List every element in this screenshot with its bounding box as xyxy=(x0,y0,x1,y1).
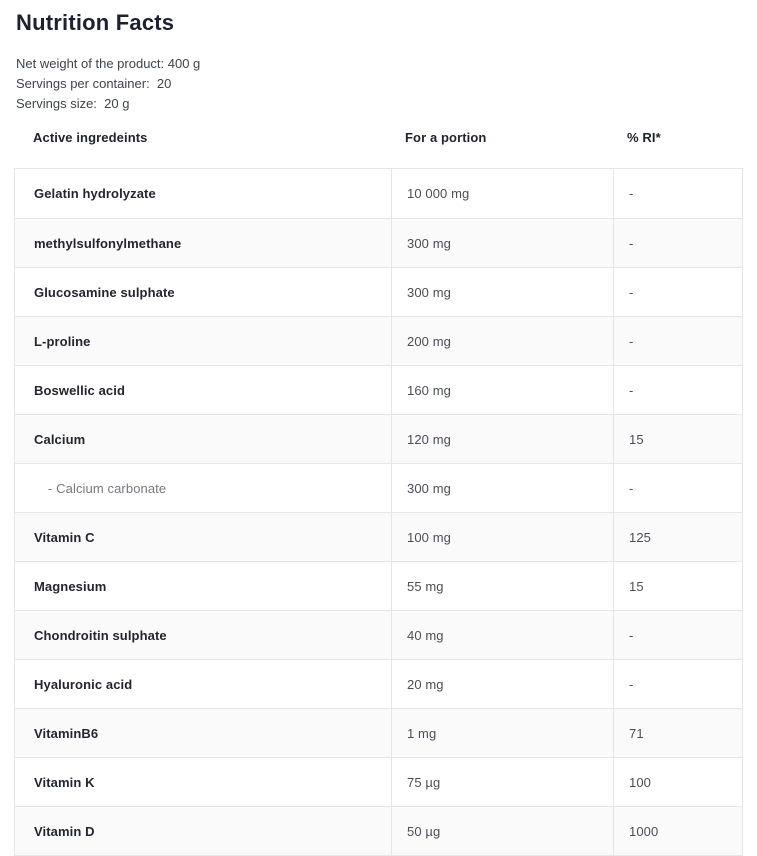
ri-value-cell: - xyxy=(613,268,742,316)
header-for-a-portion: For a portion xyxy=(405,130,487,145)
ri-value-cell: - xyxy=(613,611,742,659)
net-weight-text: Net weight of the product: 400 g xyxy=(16,56,201,71)
table-row xyxy=(15,708,742,757)
table-row xyxy=(15,169,742,218)
portion-value-cell: 75 µg xyxy=(391,758,613,806)
ingredient-name-cell: L-proline xyxy=(34,333,91,349)
ingredient-name-cell: Vitamin K xyxy=(34,774,95,790)
portion-value-cell: 160 mg xyxy=(391,366,613,414)
portion-value-cell: 50 µg xyxy=(391,807,613,855)
table-row xyxy=(15,414,742,463)
ingredient-name-cell: Chondroitin sulphate xyxy=(34,627,167,643)
portion-value-cell: 300 mg xyxy=(391,219,613,267)
portion-value-cell: 1 mg xyxy=(391,709,613,757)
table-header-row xyxy=(14,130,743,168)
ri-value-cell: 15 xyxy=(613,415,742,463)
ri-value-cell: 15 xyxy=(613,562,742,610)
servings-size-text: Servings size: 20 g xyxy=(16,96,130,111)
portion-value-cell: 10 000 mg xyxy=(391,169,613,218)
table-row xyxy=(15,512,742,561)
header-percent-ri: % RI* xyxy=(627,130,661,145)
ingredients-table xyxy=(14,168,743,856)
table-row xyxy=(15,365,742,414)
page-title: Nutrition Facts xyxy=(16,10,175,35)
ingredient-name-cell: Vitamin D xyxy=(34,823,95,839)
table-row xyxy=(15,757,742,806)
ingredient-name-cell: methylsulfonylmethane xyxy=(34,235,182,251)
portion-value-cell: 40 mg xyxy=(391,611,613,659)
table-row xyxy=(15,659,742,708)
ri-value-cell: - xyxy=(613,660,742,708)
portion-value-cell: 55 mg xyxy=(391,562,613,610)
ingredient-name-cell: Hyaluronic acid xyxy=(34,676,133,692)
header-active-ingredients: Active ingredeints xyxy=(33,130,148,145)
ingredient-name-cell: Boswellic acid xyxy=(34,382,125,398)
portion-value-cell: 20 mg xyxy=(391,660,613,708)
table-row xyxy=(15,218,742,267)
portion-value-cell: 120 mg xyxy=(391,415,613,463)
ingredient-name-cell: Glucosamine sulphate xyxy=(34,284,175,300)
ingredient-name-cell: Gelatin hydrolyzate xyxy=(34,186,156,201)
table-row-sub-ingredient xyxy=(15,463,742,512)
ri-value-cell: 1000 xyxy=(613,807,742,855)
portion-value-cell: 200 mg xyxy=(391,317,613,365)
ri-value-cell: 125 xyxy=(613,513,742,561)
ri-value-cell: 100 xyxy=(613,758,742,806)
portion-value-cell: 300 mg xyxy=(391,464,613,512)
ri-value-cell: - xyxy=(613,366,742,414)
portion-value-cell: 300 mg xyxy=(391,268,613,316)
ingredient-name-cell: - Calcium carbonate xyxy=(48,480,167,496)
table-row xyxy=(15,610,742,659)
ingredient-name-cell: Magnesium xyxy=(34,578,107,594)
table-row xyxy=(15,806,742,855)
ri-value-cell: - xyxy=(613,169,742,218)
ri-value-cell: - xyxy=(613,464,742,512)
ingredient-name-cell: Vitamin C xyxy=(34,529,95,545)
table-row xyxy=(15,267,742,316)
table-row xyxy=(15,316,742,365)
product-meta xyxy=(16,54,743,114)
ri-value-cell: - xyxy=(613,219,742,267)
servings-per-container-text: Servings per container: 20 xyxy=(16,76,172,91)
table-row xyxy=(15,561,742,610)
ingredient-name-cell: Calcium xyxy=(34,431,86,447)
ri-value-cell: - xyxy=(613,317,742,365)
ri-value-cell: 71 xyxy=(613,709,742,757)
portion-value-cell: 100 mg xyxy=(391,513,613,561)
ingredient-name-cell: VitaminB6 xyxy=(34,725,99,741)
